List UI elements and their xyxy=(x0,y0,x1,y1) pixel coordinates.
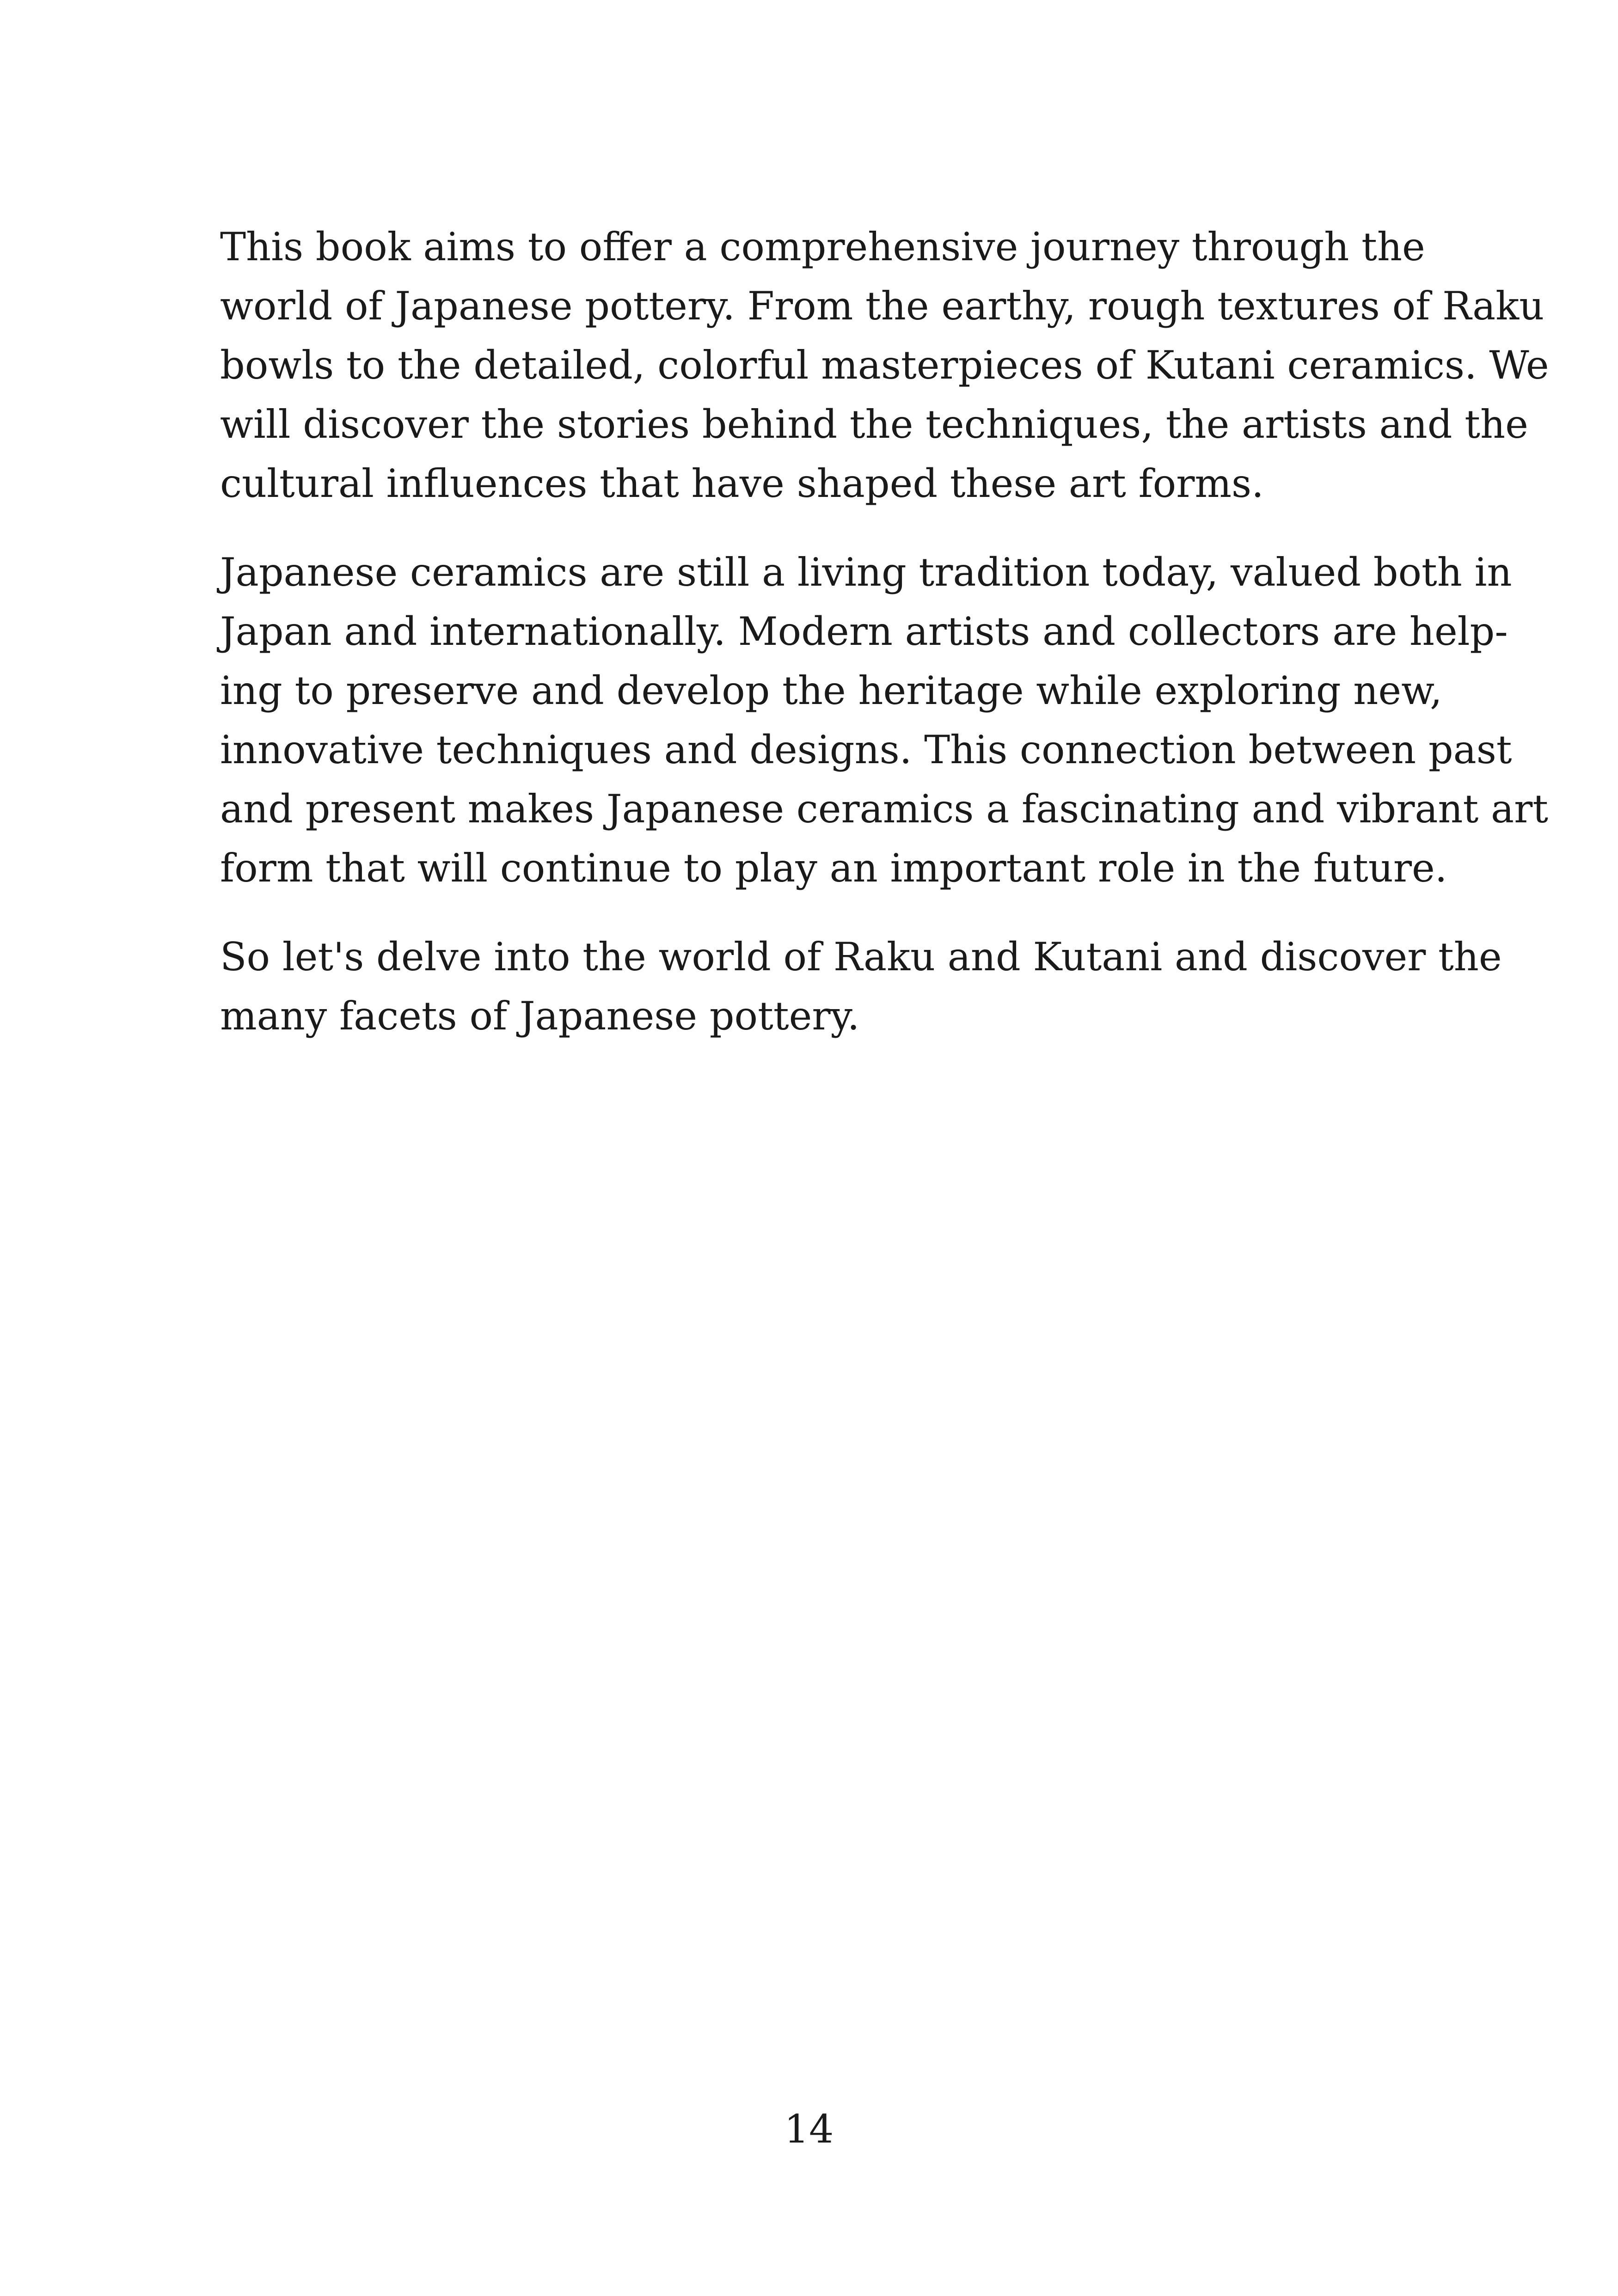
text-line: This book aims to offer a comprehensive journey through the xyxy=(220,224,1425,269)
text-line: form that will continue to play an important role in the future. xyxy=(220,845,1447,891)
text-line: and present makes Japanese ceramics a fascinating and vibrant art xyxy=(220,786,1548,832)
text-line: world of Japanese pottery. From the earthy, rough textures of Raku xyxy=(220,283,1544,329)
text-line: cultural influences that have shaped these art forms. xyxy=(220,461,1264,506)
paragraph-living-tradition xyxy=(220,543,1548,898)
text-line: innovative techniques and designs. This connection between past xyxy=(220,727,1512,772)
text-line: So let's delve into the world of Raku and Kutani and discover the xyxy=(220,934,1502,980)
paragraph-closing xyxy=(220,927,1502,1046)
text-line: ing to preserve and develop the heritage while exploring new, xyxy=(220,668,1442,713)
text-line: Japan and internationally. Modern artists and collectors are help- xyxy=(220,609,1508,654)
paragraph-intro xyxy=(220,217,1549,513)
text-line: many facets of Japanese pottery. xyxy=(220,993,860,1039)
text-line: will discover the stories behind the techniques, the artists and the xyxy=(220,402,1528,447)
text-line: Japanese ceramics are still a living tradition today, valued both in xyxy=(220,550,1512,595)
text-line: bowls to the detailed, colorful masterpieces of Kutani ceramics. We xyxy=(220,343,1549,388)
page-number: 14 xyxy=(784,2106,834,2152)
body-text xyxy=(220,217,1549,1075)
